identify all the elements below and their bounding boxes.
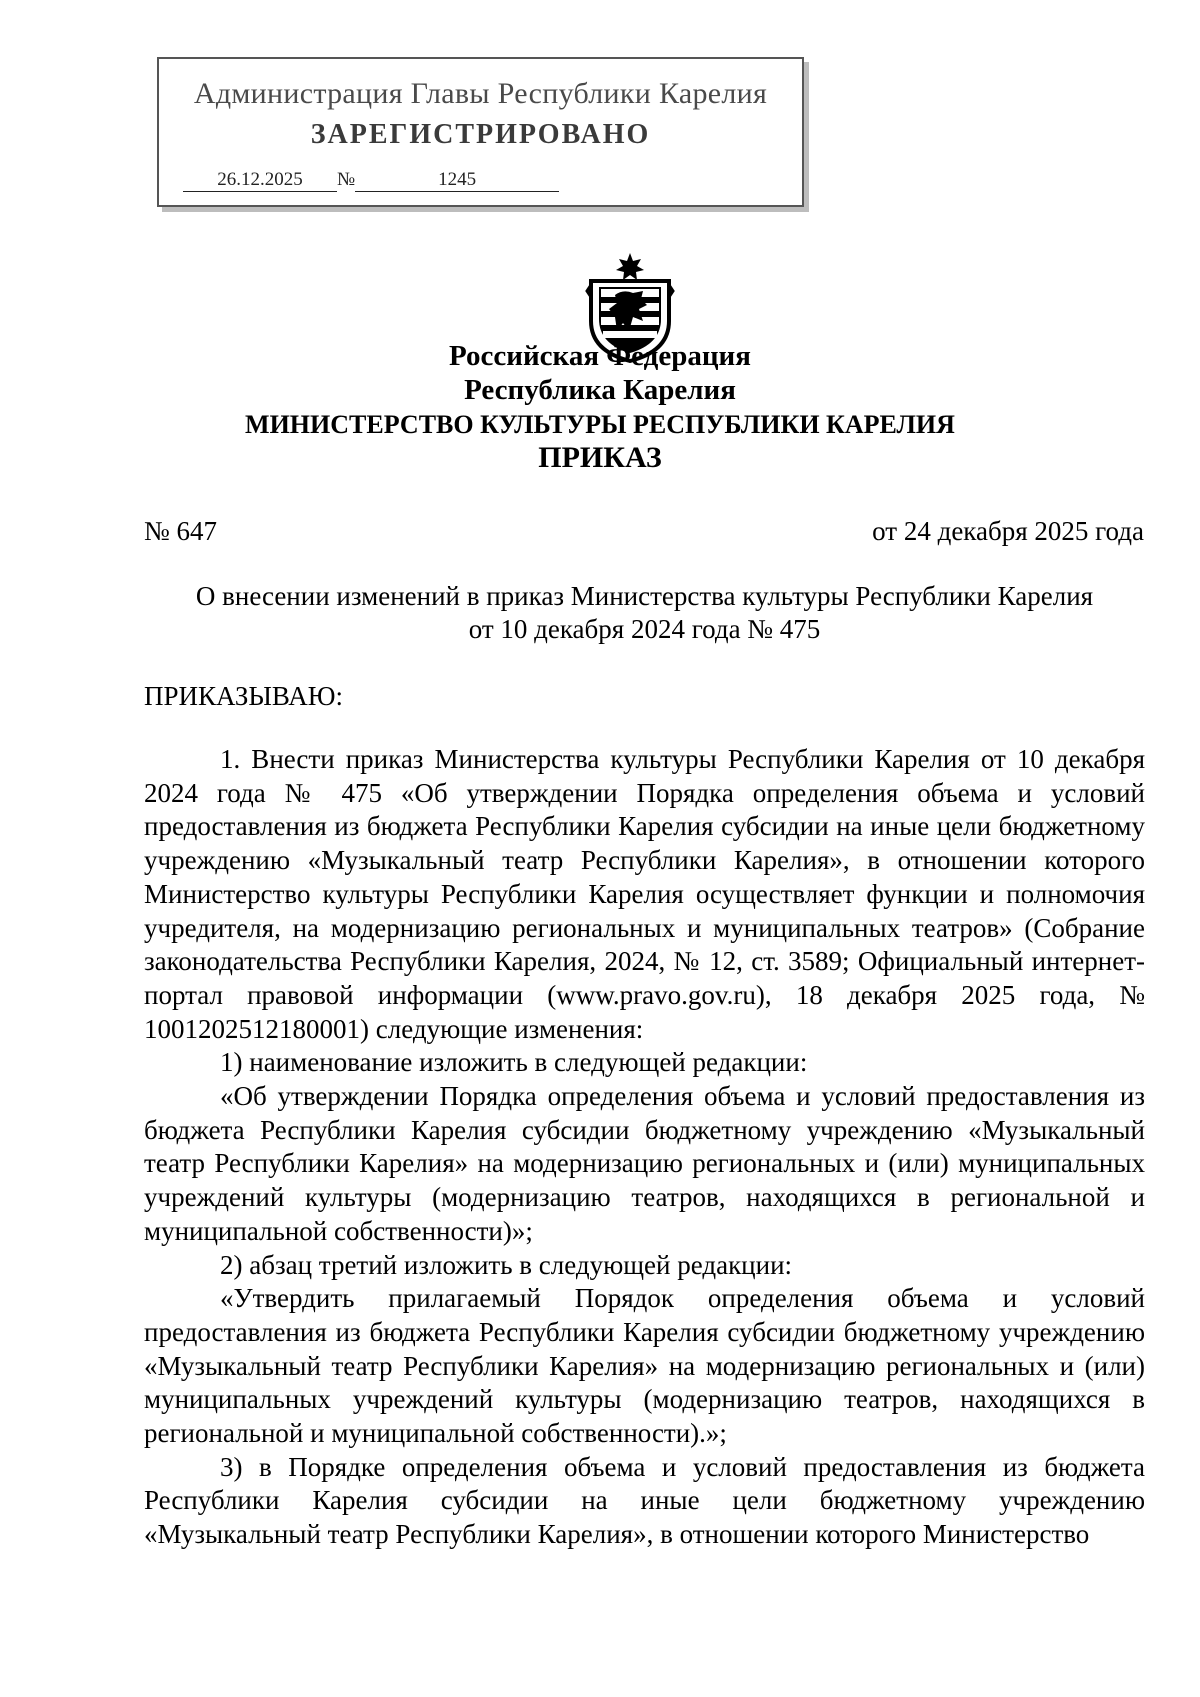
body-paragraph: «Об утверждении Порядка определения объема и условий предоставления из бюджета Республики Карелия субсидии бюджетному учреждению «Музыкальный театр Республики Карелия» на модернизацию региональных и (или) муниципальных учреждений культуры (модернизацию театров, находящихся в региональной и муниципальной собственности)»; [144, 1081, 1145, 1246]
stamp-date: 26.12.2025 [183, 169, 337, 192]
body-paragraph: 1) наименование изложить в следующей редакции: [220, 1047, 808, 1078]
body-paragraph: 3) в Порядке определения объема и условий предоставления из бюджета Республики Карелия субсидии на иные цели бюджетному учреждению «Музыкальный театр Республики Карелия», в отношении которого Министерство [144, 1451, 1145, 1550]
document-title-line2: от 10 декабря 2024 года № 475 [468, 614, 821, 644]
stamp-number-label: № [337, 169, 356, 190]
stamp-registration-line [183, 169, 559, 192]
ministry-heading: МИНИСТЕРСТВО КУЛЬТУРЫ РЕСПУБЛИКИ КАРЕЛИЯ [245, 410, 955, 439]
stamp-number: 1245 [355, 169, 559, 192]
command-word: ПРИКАЗЫВАЮ: [144, 681, 343, 711]
country-heading: Российская Федерация [449, 340, 751, 372]
document-title [144, 580, 1145, 646]
republic-heading: Республика Карелия [464, 374, 736, 406]
body-paragraph: «Утвердить прилагаемый Порядок определения объема и условий предоставления из бюджета Республики Карелия субсидии бюджетному учреждению «Музыкальный театр Республики Карелия» на модернизацию региональных и (или) муниципальных учреждений культуры (модернизацию театров, находящихся в региональной и муниципальной собственности).»; [144, 1283, 1145, 1449]
order-number: № 647 [144, 516, 218, 546]
body-paragraph: 2) абзац третий изложить в следующей редакции: [220, 1249, 793, 1280]
registration-stamp [157, 57, 804, 207]
document-title-line1: О внесении изменений в приказ Министерства культуры Республики Карелия [195, 581, 1094, 611]
document-body [144, 743, 1145, 1552]
body-paragraph: 1. Внести приказ Министерства культуры Республики Карелия от 10 декабря 2024 года № 475 «Об утверждении Порядка определения объема и условий предоставления из бюджета Республики Карелия субсидии на иные цели бюджетному учреждению «Музыкальный театр Республики Карелия», в отношении которого Министерство культуры Республики Карелия осуществляет функции и полномочия учредителя, на модернизацию региональных и муниципальных театров» (Собрание законодательства Республики Карелия, 2024, № 12, ст. 3589; Официальный интернет-портал правовой информации (www.pravo.gov.ru), 18 декабря 2025 года, № 1001202512180001) следующие изменения: [144, 744, 1145, 1044]
order-date: от 24 декабря 2025 года [872, 516, 1144, 546]
document-type-heading: ПРИКАЗ [538, 441, 662, 474]
stamp-organization: Администрация Главы Республики Карелия [193, 77, 768, 110]
stamp-status: ЗАРЕГИСТРИРОВАНО [310, 119, 651, 150]
